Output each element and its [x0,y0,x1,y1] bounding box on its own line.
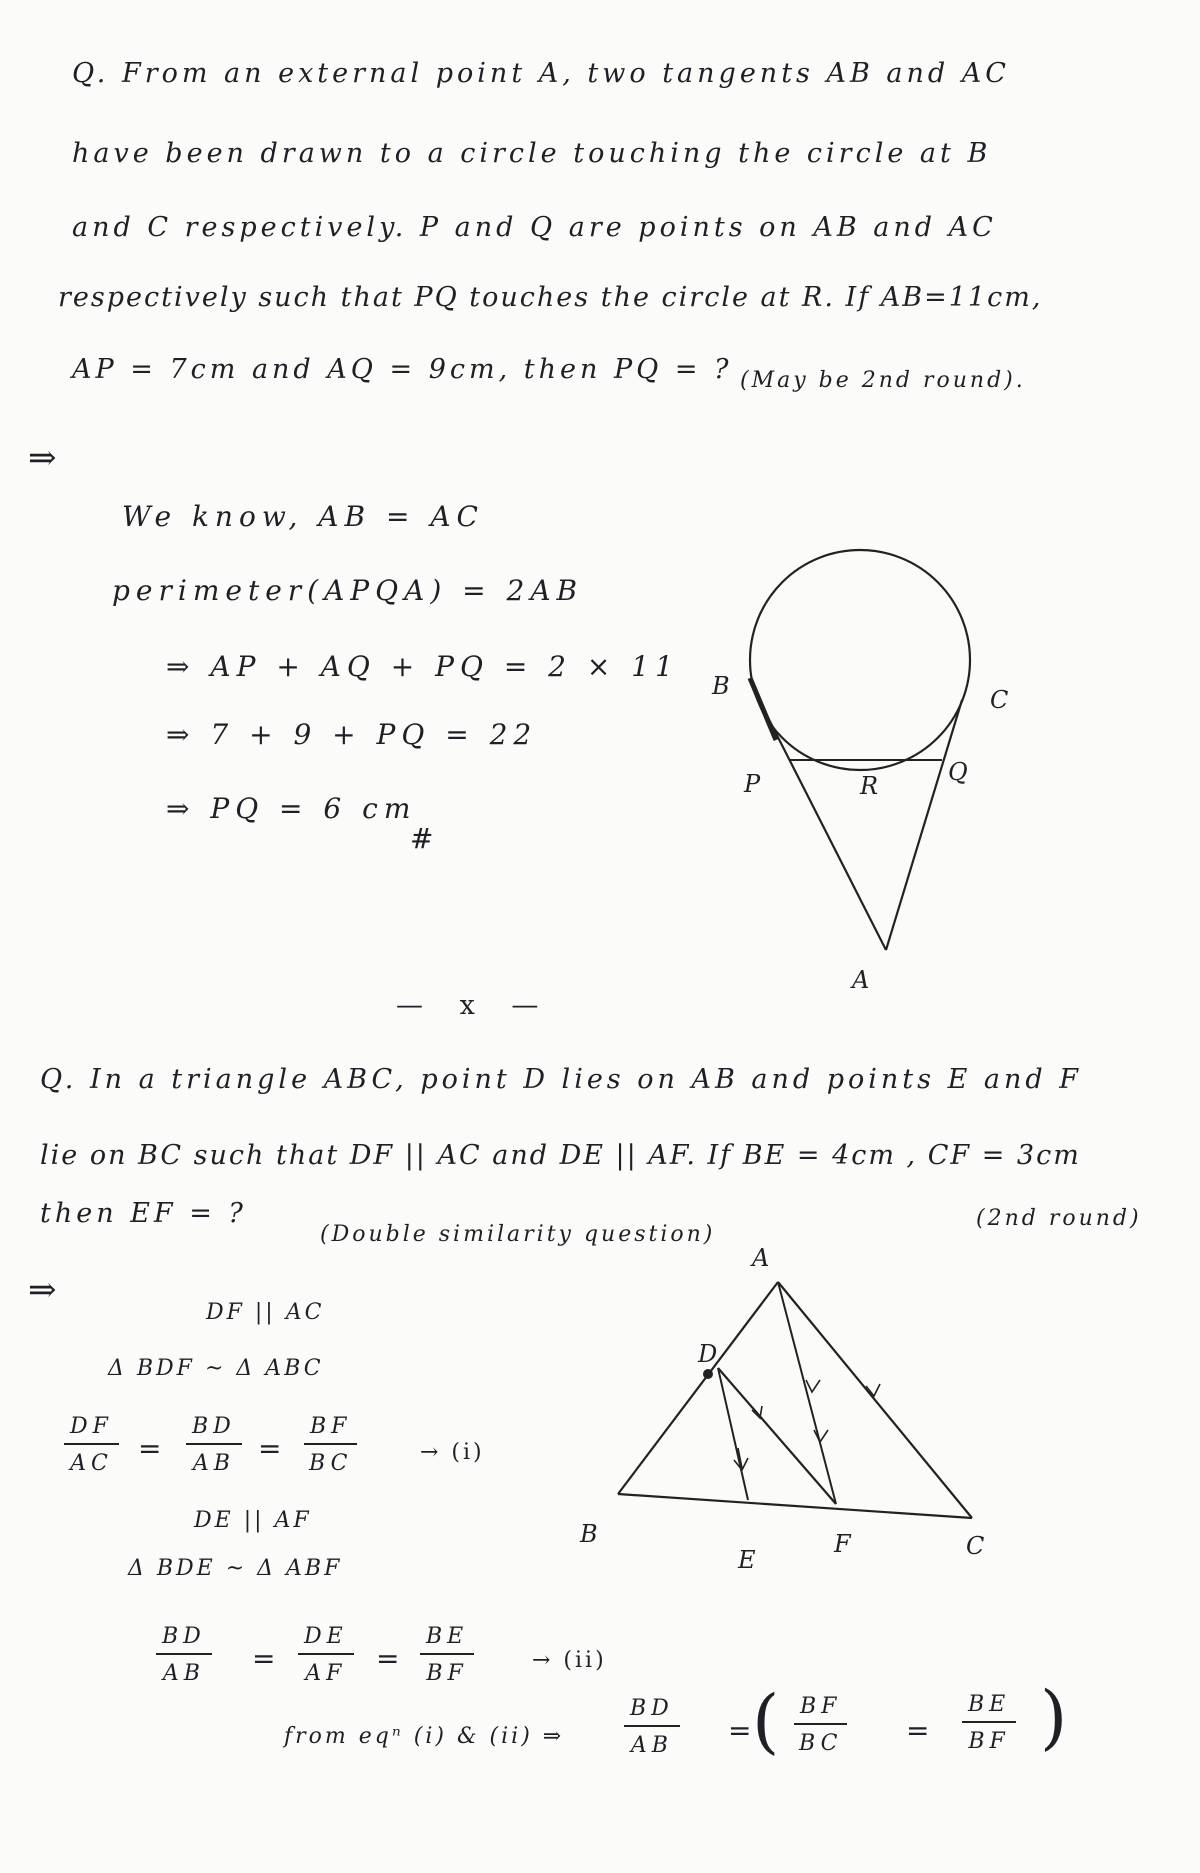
q2-side-bc [618,1494,972,1518]
q1-label-b: B [712,672,730,700]
section-divider: — x — [396,990,553,1021]
eq2-tag: → (ii) [532,1648,607,1673]
q1-work-line-1: We know, AB = AC [122,500,484,533]
eq3-frac-bd-ab: $\frac{BD}{AB}$ [624,1696,680,1758]
q2-note-similarity: (Double similarity question) [320,1222,716,1247]
eq2-equals-1: = [252,1642,276,1675]
q2-note-round: (2nd round) [976,1206,1142,1231]
q2-label-a: A [752,1244,770,1272]
q2-work-line-1: DF || AC [206,1300,325,1325]
q2-line-3: then EF = ? [40,1198,247,1229]
q1-label-c: C [990,686,1009,714]
q2-line-2: lie on BC such that DF || AC and DE || AF. If BE = 4cm , CF = 3cm [40,1140,1081,1171]
eq3-equals-1: = [728,1714,752,1747]
q1-answer-hash: # [410,822,440,855]
eq3-equals-2: = [906,1714,930,1747]
q2-line-1: Q. In a triangle ABC, point D lies on AB and points E and F [40,1064,1082,1095]
eq3-frac-be-bf: $\frac{BE}{BF}$ [962,1692,1016,1754]
q1-label-r: R [860,772,879,800]
q1-implies-arrow: ⇒ [28,438,57,478]
q2-work-line-4: Δ BDE ~ Δ ABF [128,1556,343,1581]
eq2-frac-be-bf: $\frac{BE}{BF}$ [420,1624,474,1686]
q2-work-line-2: Δ BDF ~ Δ ABC [108,1356,324,1381]
eq1-equals-1: = [138,1432,162,1465]
q1-line-2: have been drawn to a circle touching the circle at B [72,138,992,169]
q1-line-4: respectively such that PQ touches the circle at R. If AB=11cm, [58,282,1043,313]
q2-label-b: B [580,1520,598,1548]
eq3-open-paren: ( [752,1680,780,1762]
q2-side-ab [618,1282,778,1494]
eq1-tag: → (i) [420,1440,485,1465]
q1-line-5: AP = 7cm and AQ = 9cm, then PQ = ? [72,354,733,385]
q1-round-note: (May be 2nd round). [740,368,1026,393]
eq3-close-paren: ) [1040,1676,1068,1758]
q2-work-line-3: DE || AF [194,1508,312,1533]
eq1-equals-2: = [258,1432,282,1465]
q1-label-p: P [744,770,761,798]
q2-label-f: F [834,1530,851,1558]
q2-arrow-head-af [806,1380,820,1392]
eq3-frac-bf-bc: $\frac{BF}{BC}$ [794,1694,847,1756]
q1-work-line-4: ⇒ 7 + 9 + PQ = 22 [166,718,538,751]
q2-arrow-head-af-2 [814,1430,828,1442]
q1-label-q: Q [948,758,968,786]
eq1-frac-bd-ab: $\frac{BD}{AB}$ [186,1414,242,1476]
q1-work-line-3: ⇒ AP + AQ + PQ = 2 × 11 [166,650,679,683]
q2-label-e: E [738,1546,756,1574]
q1-line-3: and C respectively. P and Q are points on AB and AC [72,212,997,243]
q2-point-d-dot [703,1369,713,1379]
q1-line-1: Q. From an external point A, two tangents AB and AC [72,58,1010,89]
eq2-equals-2: = [376,1642,400,1675]
eq2-frac-de-af: $\frac{DE}{AF}$ [298,1624,354,1686]
q1-work-line-2: perimeter(APQA) = 2AB [112,574,584,607]
q1-label-a: A [852,966,870,994]
q2-label-c: C [966,1532,985,1560]
q2-implies-arrow: ⇒ [28,1270,57,1310]
q1-work-line-5: ⇒ PQ = 6 cm [166,792,417,825]
eq1-frac-df-ac: $\frac{DF}{AC}$ [64,1414,119,1476]
eq2-frac-bd-ab: $\frac{BD}{AB}$ [156,1624,212,1686]
q2-label-d: D [698,1340,718,1368]
eq1-frac-bf-bc: $\frac{BF}{BC}$ [304,1414,357,1476]
q2-line-de [718,1368,748,1500]
q2-side-ac [778,1282,972,1518]
q2-from-equations: from eqⁿ (i) & (ii) ⇒ [284,1724,565,1749]
